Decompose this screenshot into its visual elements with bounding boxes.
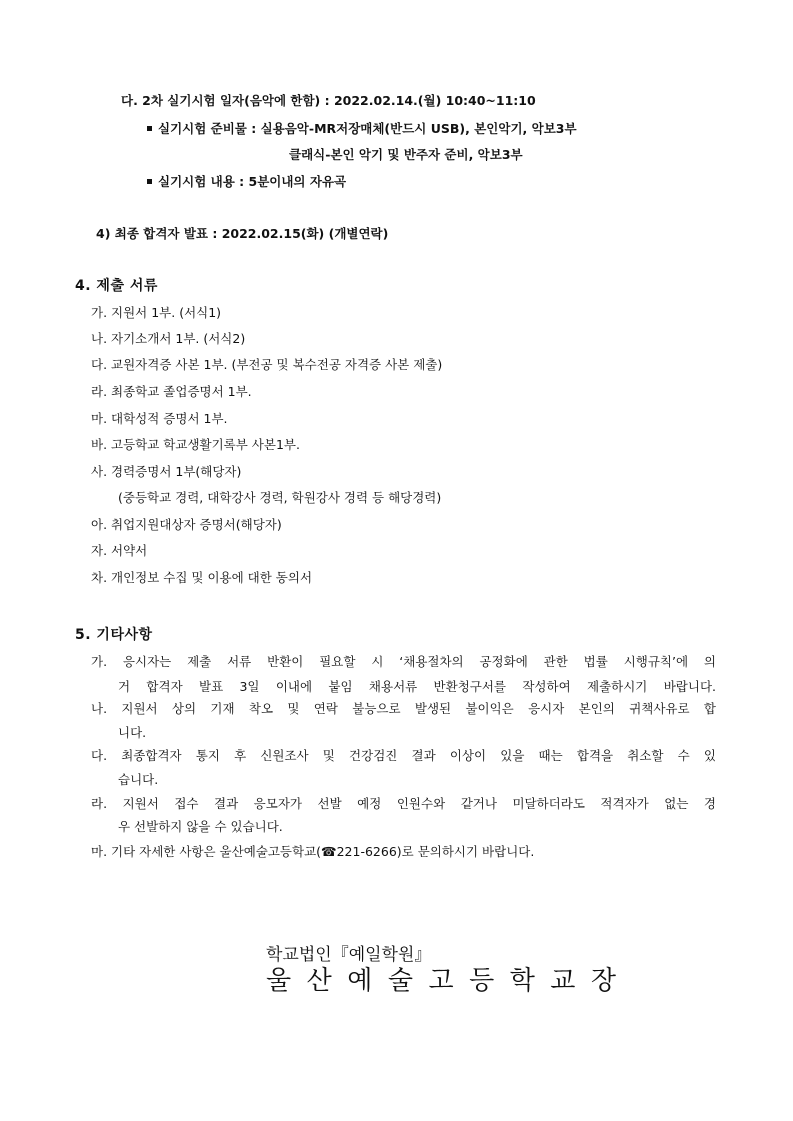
list-item: 우 선발하지 않을 수 있습니다. [118,819,283,834]
exam2-title: 다. 2차 실기시험 일자(음악에 한함) : 2022.02.14.(월) 10:40~11:10 [121,93,536,108]
final-announcement: 4) 최종 합격자 발표 : 2022.02.15(화) (개별연락) [96,226,389,241]
list-item: 습니다. [118,772,159,787]
square-bullet-icon [147,126,152,131]
list-item: 자. 서약서 [91,543,148,558]
section5-heading: 5. 기타사항 [75,627,153,643]
list-item: 가. 응시자는 제출 서류 반환이 필요할 시 ‘채용절차의 공정화에 관한 법률 시행규칙’에 의 [91,654,716,669]
list-item: 가. 지원서 1부. (서식1) [91,305,222,320]
list-item: (중등학교 경력, 대학강사 경력, 학원강사 경력 등 해당경력) [118,490,442,505]
list-item: 거 합격자 발표 3일 이내에 붙임 채용서류 반환청구서를 작성하여 제출하시기 바랍니다. [118,679,716,694]
list-item: 차. 개인정보 수집 및 이용에 대한 동의서 [91,570,313,585]
list-item: 나. 지원서 상의 기재 착오 및 연락 불능으로 발생된 불이익은 응시자 본인의 귀책사유로 합 [91,701,716,716]
square-bullet-icon [147,179,152,184]
list-item: 니다. [118,725,147,740]
exam2-prep-line1: 실기시험 준비물 : 실용음악-MR저장매체(반드시 USB), 본인악기, 악보3부 [147,121,577,137]
exam2-content: 실기시험 내용 : 5분이내의 자유곡 [147,174,346,190]
list-item: 마. 기타 자세한 사항은 울산예술고등학교(☎221-6266)로 문의하시기 바랍니다. [91,844,535,859]
list-item: 아. 취업지원대상자 증명서(해당자) [91,517,282,532]
school-foundation-name: 학교법인『예일학원』 [266,945,432,965]
list-item: 다. 교원자격증 사본 1부. (부전공 및 복수전공 자격증 사본 제출) [91,357,443,372]
list-item: 라. 지원서 접수 결과 응모자가 선발 예정 인원수와 같거나 미달하더라도 적격자가 없는 경 [91,796,716,811]
section4-heading: 4. 제출 서류 [75,278,158,294]
exam2-prep-line2: 클래식-본인 악기 및 반주자 준비, 악보3부 [289,147,523,162]
list-item: 라. 최종학교 졸업증명서 1부. [91,384,252,399]
list-item: 나. 자기소개서 1부. (서식2) [91,331,246,346]
list-item: 사. 경력증명서 1부(해당자) [91,464,242,479]
principal-title: 울산예술고등학교장 [266,966,632,996]
list-item: 다. 최종합격자 통지 후 신원조사 및 건강검진 결과 이상이 있을 때는 합격을 취소할 수 있 [91,748,716,763]
list-item: 바. 고등학교 학교생활기록부 사본1부. [91,437,300,452]
list-item: 마. 대학성적 증명서 1부. [91,411,228,426]
